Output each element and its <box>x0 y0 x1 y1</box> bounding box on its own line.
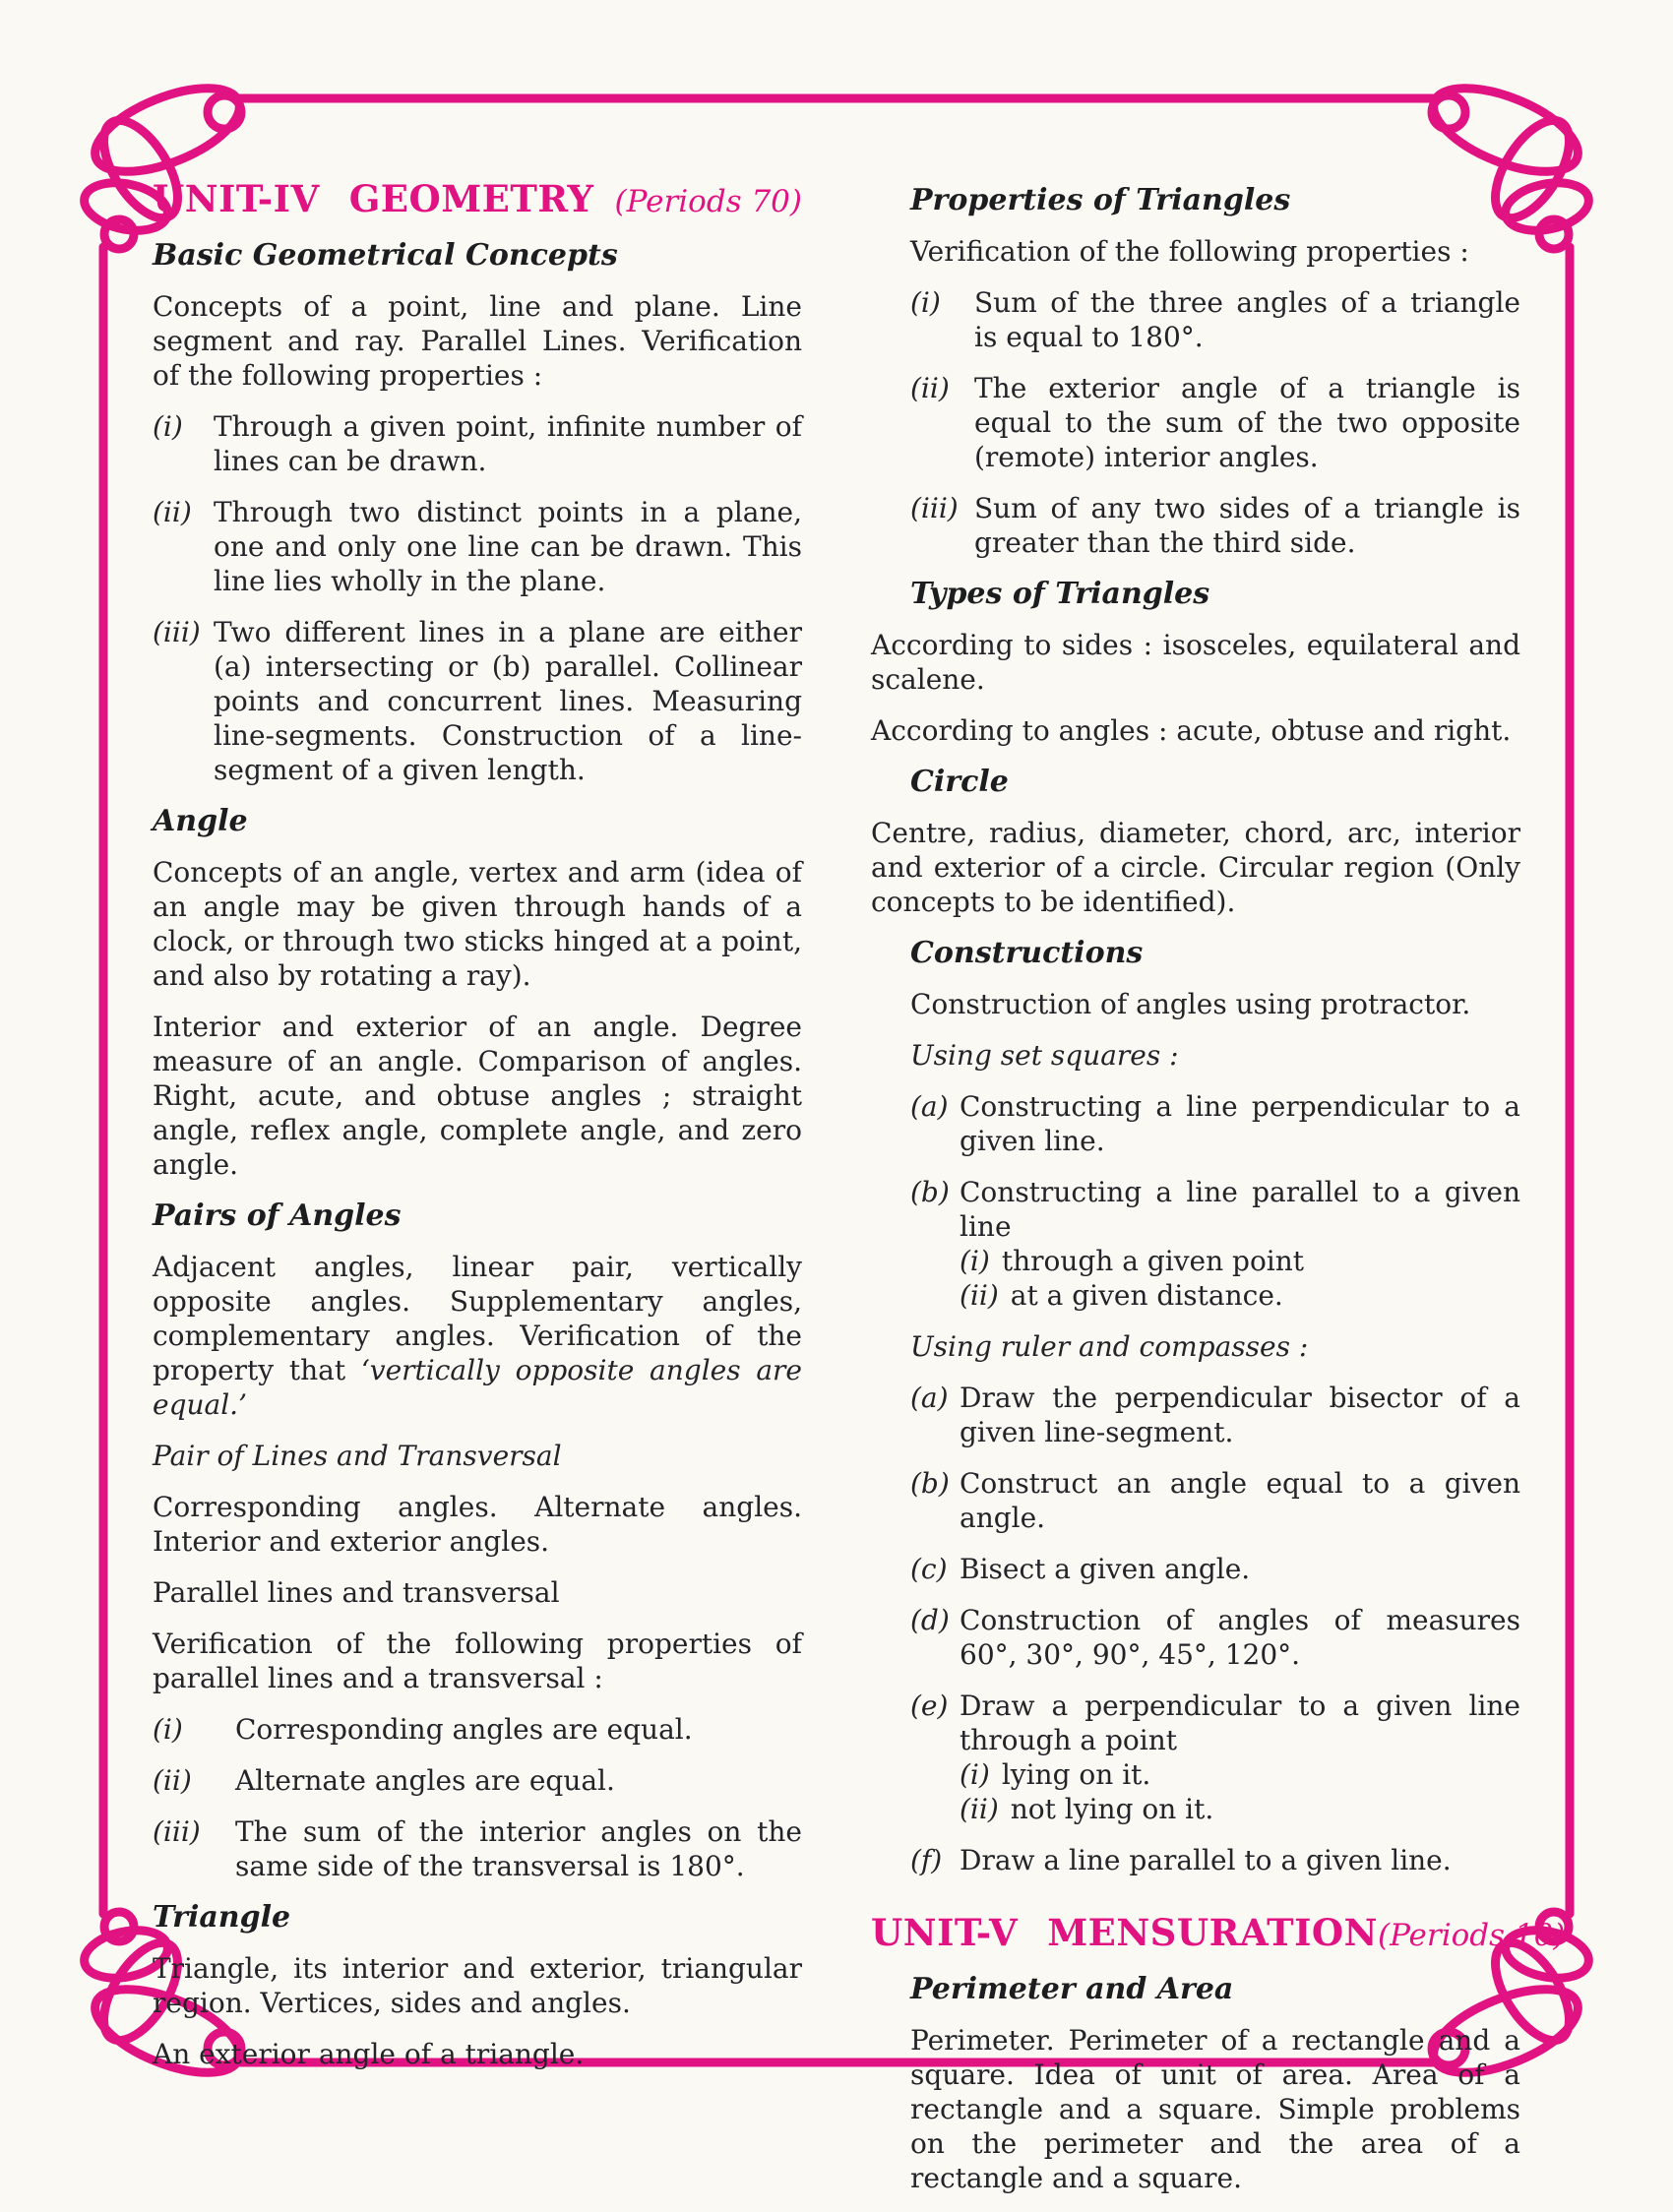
paragraph: Concepts of an angle, vertex and arm (idea of an angle may be given through hands of a clock, or through two sticks hinged at a point, and also by rotating a ray). <box>153 856 802 992</box>
item-marker: (ii) <box>153 1764 192 1797</box>
section-heading: Basic Geometrical Concepts <box>153 238 618 273</box>
list-item <box>910 1381 1520 1449</box>
item-text: Corresponding angles are equal. <box>235 1713 693 1746</box>
paragraph: Interior and exterior of an angle. Degree measure of an angle. Comparison of angles. Right, acute, and obtuse angles ; straight angle, reflex angle, complete angle, and zero angle. <box>153 1011 802 1181</box>
item-marker: (a) <box>910 1090 949 1123</box>
list-item <box>153 409 802 478</box>
item-marker: (iii) <box>910 492 959 524</box>
item-marker: (b) <box>910 1467 950 1500</box>
paragraph: Verification of the following properties : <box>910 235 1469 268</box>
item-marker: (e) <box>910 1690 949 1722</box>
item-text: Through a given point, infinite number of lines can be drawn. <box>214 410 802 477</box>
list-item <box>153 1763 802 1798</box>
item-text: Sum of any two sides of a triangle is greater than the third side. <box>974 492 1520 559</box>
section-heading: Constructions <box>910 936 1144 970</box>
paragraph: An exterior angle of a triangle. <box>153 2038 585 2070</box>
item-marker: (iii) <box>153 616 201 648</box>
unit-5-heading <box>871 1911 1566 1954</box>
sub-heading: Pair of Lines and Transversal <box>153 1440 562 1472</box>
unit-4-subject: GEOMETRY <box>348 177 594 220</box>
list-item <box>910 371 1520 474</box>
list-item <box>910 1175 1520 1313</box>
list-item <box>910 1089 1520 1158</box>
unit-5-title <box>871 1911 1378 1954</box>
item-text <box>960 1689 1520 1826</box>
item-marker: (a) <box>910 1382 949 1414</box>
paragraph <box>153 1250 802 1422</box>
sub-item <box>960 1757 1520 1792</box>
list-item <box>153 1814 802 1883</box>
item-text: Two different lines in a plane are either (a) intersecting or (b) parallel. Collinear points and concurrent lines. Measuring line-segments. Construction of a line-segment of a given length. <box>214 616 802 786</box>
item-marker: (i) <box>153 410 183 443</box>
section-heading: Pairs of Angles <box>153 1198 402 1233</box>
item-main-text: Constructing a line parallel to a given line <box>960 1176 1520 1243</box>
unit-4-title <box>153 177 593 220</box>
list-item <box>910 1689 1520 1826</box>
paragraph: Concepts of a point, line and plane. Line segment and ray. Parallel Lines. Verification of the following properties : <box>153 290 802 392</box>
unit-4-heading <box>153 177 802 220</box>
list-item <box>910 1843 1520 1877</box>
section-heading: Angle <box>153 804 248 838</box>
sub-item-text: through a given point <box>1001 1245 1305 1277</box>
item-marker: (c) <box>910 1553 948 1585</box>
item-marker: (ii) <box>153 496 192 528</box>
sub-item-marker: (i) <box>960 1758 990 1791</box>
sub-item-marker: (ii) <box>960 1793 999 1825</box>
section-heading: Circle <box>910 765 1009 799</box>
list-item <box>910 1552 1520 1586</box>
section-heading: Types of Triangles <box>910 577 1210 611</box>
item-text: Through two distinct points in a plane, one and only one line can be drawn. This line lies wholly in the plane. <box>214 496 802 597</box>
item-text: Construction of angles of measures 60°, 30°, 90°, 45°, 120°. <box>960 1604 1520 1671</box>
quoted-property: ‘vertically opposite angles are equal.’ <box>153 1354 802 1421</box>
item-text <box>960 1175 1520 1313</box>
sub-item-text: not lying on it. <box>1010 1793 1214 1825</box>
item-text: The sum of the interior angles on the same side of the transversal is 180°. <box>235 1815 802 1882</box>
unit-4-label: UNIT-IV <box>153 177 320 220</box>
paragraph: Perimeter. Perimeter of a rectangle and a square. Idea of unit of area. Area of a rectangle and a square. Simple problems on the perimeter and the area of a rectangle and a square. <box>910 2024 1520 2194</box>
sub-item-text: at a given distance. <box>1010 1279 1283 1312</box>
item-text: Alternate angles are equal. <box>235 1764 615 1797</box>
paragraph: Construction of angles using protractor. <box>910 988 1471 1020</box>
section-heading: Perimeter and Area <box>910 1972 1234 2006</box>
unit-5-label: UNIT-V <box>871 1911 1019 1954</box>
section-heading: Properties of Triangles <box>910 183 1291 217</box>
item-text: Bisect a given angle. <box>960 1553 1251 1585</box>
item-marker: (ii) <box>910 372 950 404</box>
paragraph: Corresponding angles. Alternate angles. Interior and exterior angles. <box>153 1491 802 1558</box>
item-text: Sum of the three angles of a triangle is equal to 180°. <box>974 286 1520 353</box>
item-text: The exterior angle of a triangle is equal to the sum of the two opposite (remote) interior angles. <box>974 372 1520 473</box>
item-main-text: Draw a perpendicular to a given line through a point <box>960 1690 1520 1756</box>
list-item <box>153 615 802 787</box>
paragraph: According to sides : isosceles, equilateral and scalene. <box>871 629 1520 696</box>
list-item <box>910 491 1520 560</box>
item-marker: (i) <box>910 286 941 319</box>
list-item <box>153 1712 802 1747</box>
sub-heading: Using ruler and compasses : <box>910 1330 1309 1363</box>
paragraph: Centre, radius, diameter, chord, arc, interior and exterior of a circle. Circular region (Only concepts to be identified). <box>871 817 1520 918</box>
unit-5-periods: (Periods 10) <box>1377 1918 1566 1953</box>
left-column <box>153 177 802 2088</box>
right-column <box>871 183 1566 2212</box>
paragraph: Verification of the following properties of parallel lines and a transversal : <box>153 1628 802 1694</box>
sub-item <box>960 1244 1520 1278</box>
section-heading: Triangle <box>153 1900 291 1935</box>
list-item <box>910 1466 1520 1535</box>
item-text: Draw a line parallel to a given line. <box>960 1844 1452 1876</box>
item-marker: (iii) <box>153 1815 201 1848</box>
sub-heading: Using set squares : <box>910 1039 1179 1072</box>
unit-4-periods: (Periods 70) <box>614 184 802 219</box>
item-marker: (f) <box>910 1844 943 1876</box>
item-marker: (b) <box>910 1176 950 1208</box>
sub-item <box>960 1278 1520 1313</box>
paragraph: According to angles : acute, obtuse and right. <box>871 714 1512 747</box>
item-text: Construct an angle equal to a given angle. <box>960 1467 1520 1534</box>
list-item <box>910 1603 1520 1672</box>
sub-item-marker: (i) <box>960 1245 990 1277</box>
unit-5-subject: MENSURATION <box>1047 1911 1378 1954</box>
paragraph: Triangle, its interior and exterior, triangular region. Vertices, sides and angles. <box>153 1952 802 2019</box>
item-marker: (i) <box>153 1713 183 1746</box>
list-item <box>910 285 1520 354</box>
paragraph: Parallel lines and transversal <box>153 1576 560 1609</box>
paragraph-text: Adjacent angles, linear pair, vertically opposite angles. Supplementary angles, complementary angles. Verification of the property that <box>153 1251 802 1386</box>
sub-item-marker: (ii) <box>960 1279 999 1312</box>
sub-item-text: lying on it. <box>1001 1758 1151 1791</box>
list-item <box>153 495 802 598</box>
item-text: Constructing a line perpendicular to a given line. <box>960 1090 1520 1157</box>
sub-item <box>960 1792 1520 1826</box>
item-text: Draw the perpendicular bisector of a given line-segment. <box>960 1382 1520 1448</box>
item-marker: (d) <box>910 1604 950 1636</box>
